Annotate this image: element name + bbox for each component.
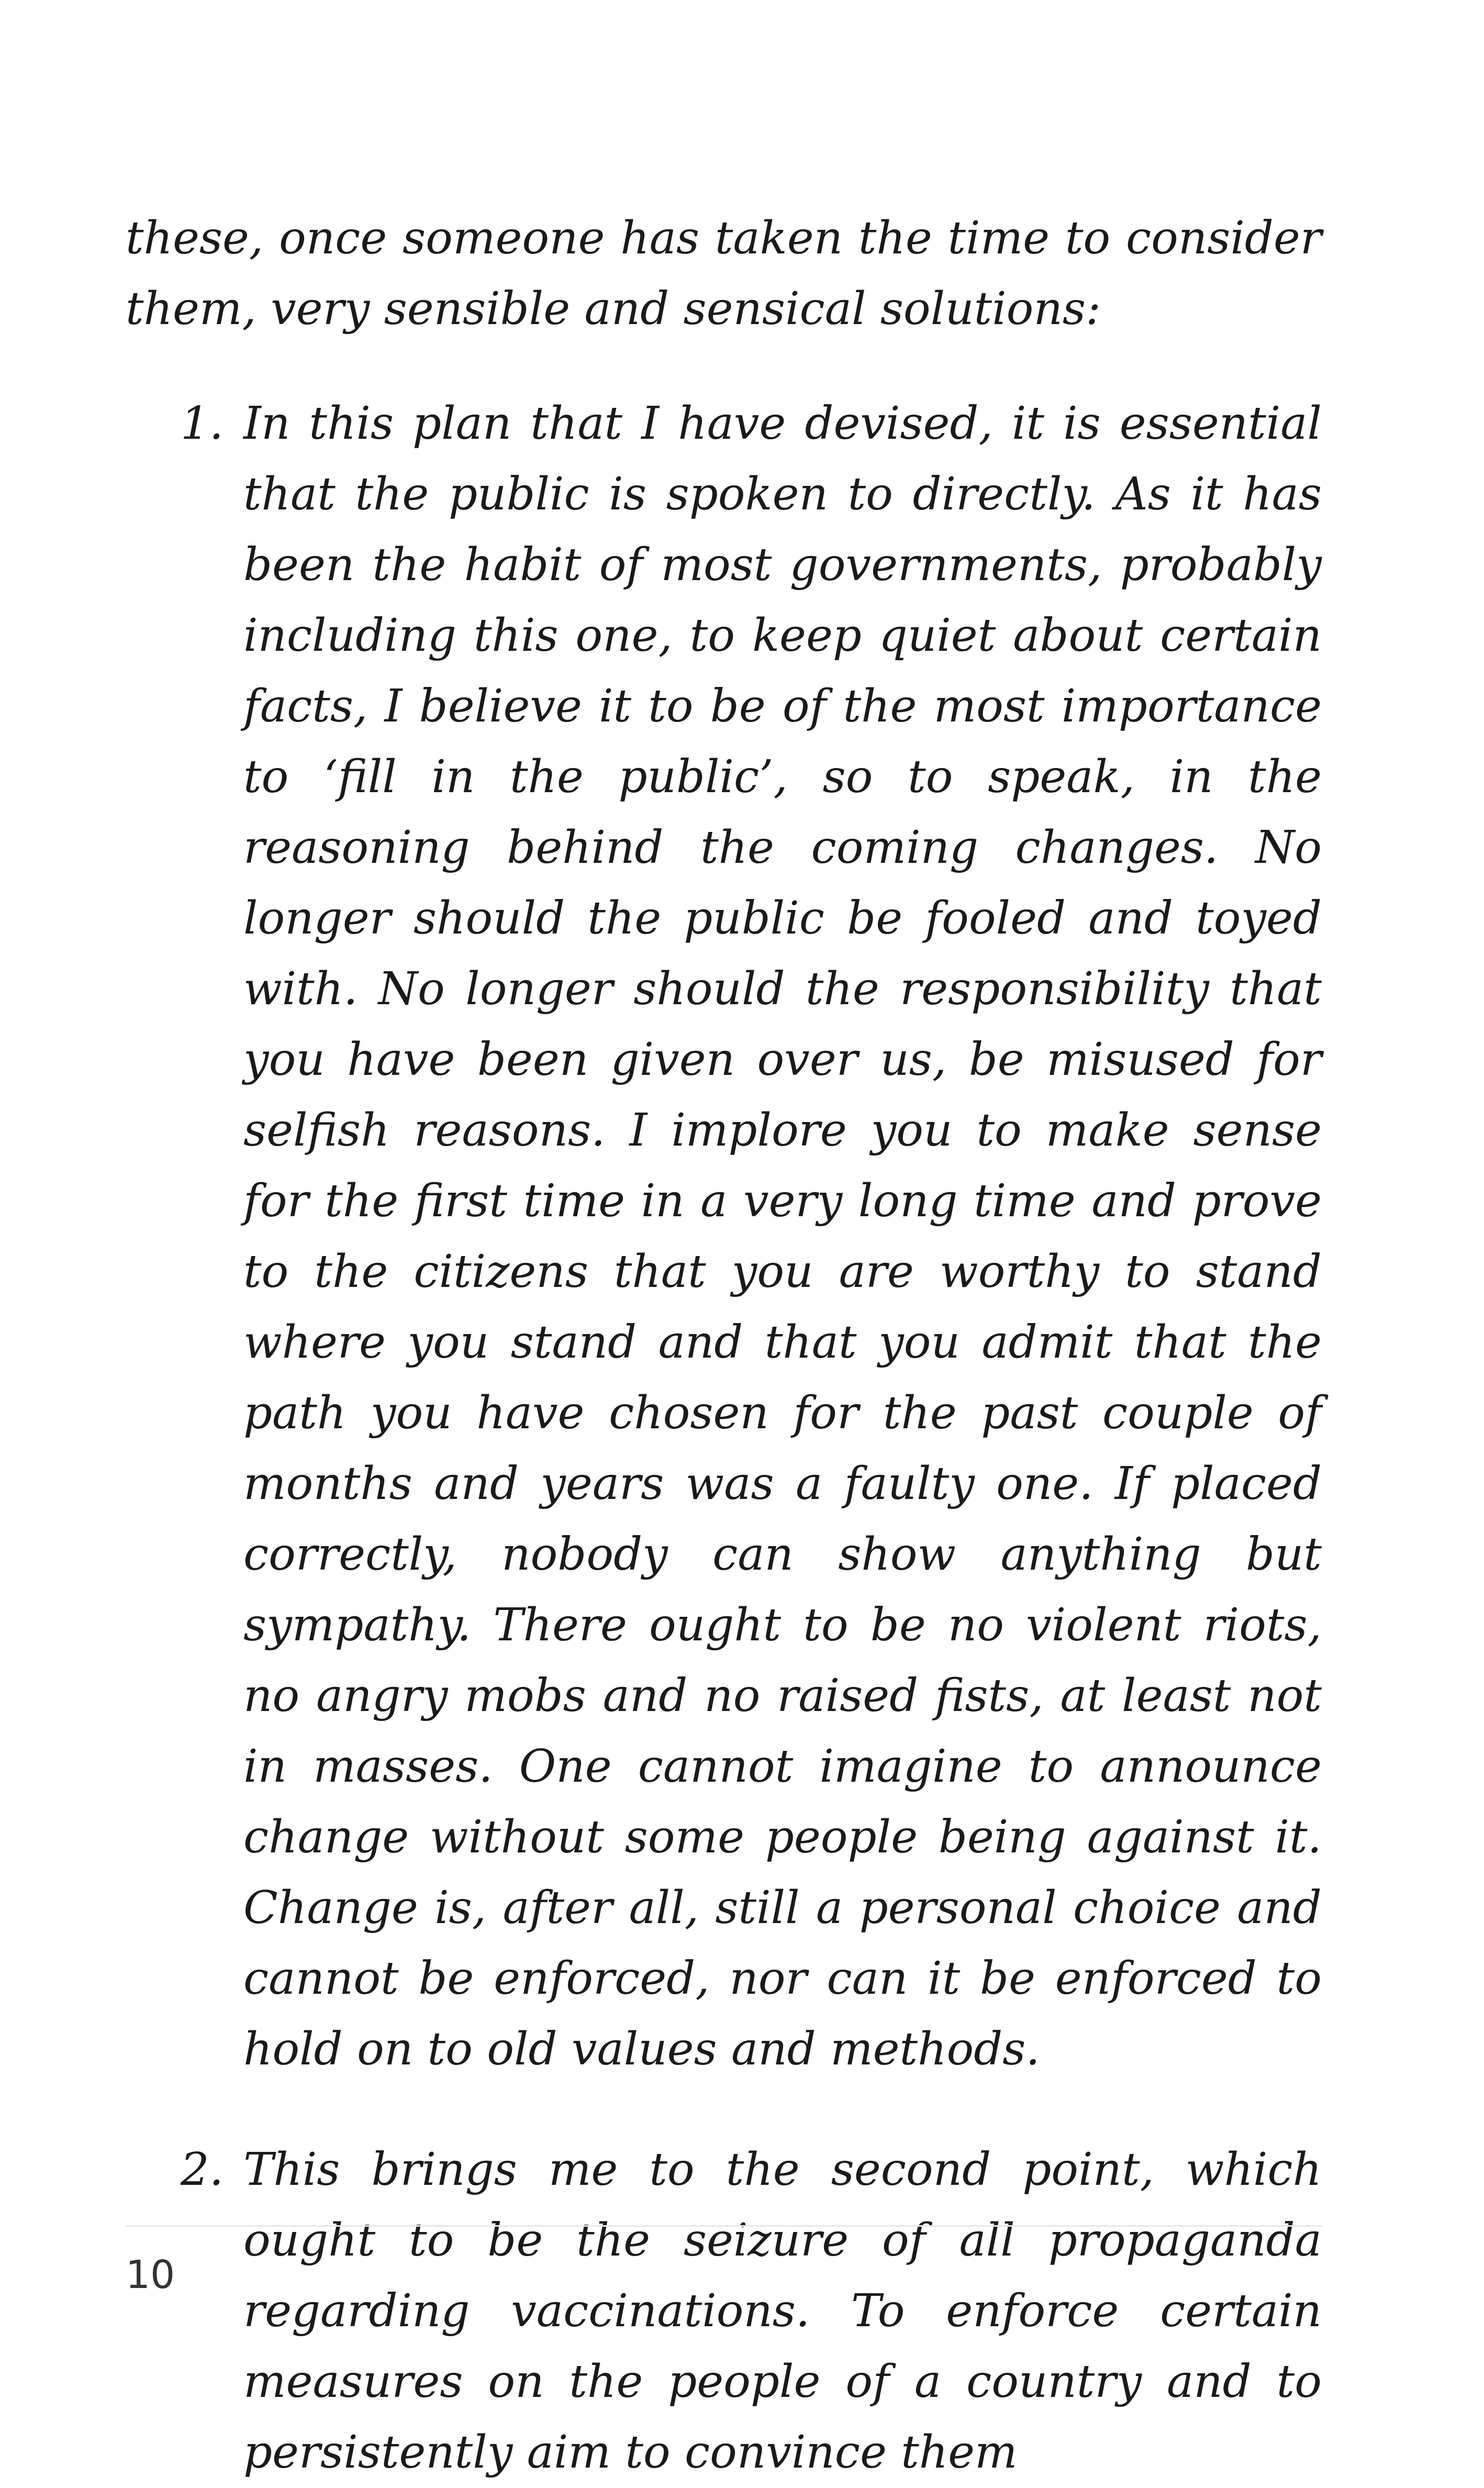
- page-number: 10: [126, 2252, 175, 2297]
- list-item-text: In this plan that I have devised, it is essential that the public is spoken to directly. As it has been the habit of most governments, probably including this one, to keep quiet about certain facts, I believe it to be of the most importance to ‘fill in the public’, so to speak, in the reasoning behind the coming changes. No longer should the public be fooled and toyed with. No longer should the responsibility that you have been given over us, be misused for selfish reasons. I implore you to make sense for the first time in a very long time and prove to the citizens that you are worthy to stand where you stand and that you admit that the path you have chosen for the past couple of months and years was a faulty one. If placed correctly, nobody can show anything but sympathy. There ought to be no violent riots, no angry mobs and no raised fists, at least not in masses. One cannot imagine to announce change without some people being against it. Change is, after all, still a personal choice and cannot be enforced, nor can it be enforced to hold on to old values and methods.: [243, 397, 1322, 2075]
- numbered-list: [126, 388, 1322, 2488]
- list-item: [126, 388, 1322, 2085]
- footer-divider: [126, 2225, 1322, 2227]
- list-item-number: 2.: [181, 2143, 224, 2196]
- intro-paragraph: these, once someone has taken the time to consider them, very sensible and sensical solutions:: [126, 212, 1322, 335]
- list-item-text: This brings me to the second point, which ought to be the seizure of all propaganda regarding vaccinations. To enforce certain measures on the people of a country and to persistently aim to convince them: [243, 2143, 1322, 2479]
- list-item: [126, 2135, 1322, 2488]
- list-item-number: 1.: [181, 397, 224, 450]
